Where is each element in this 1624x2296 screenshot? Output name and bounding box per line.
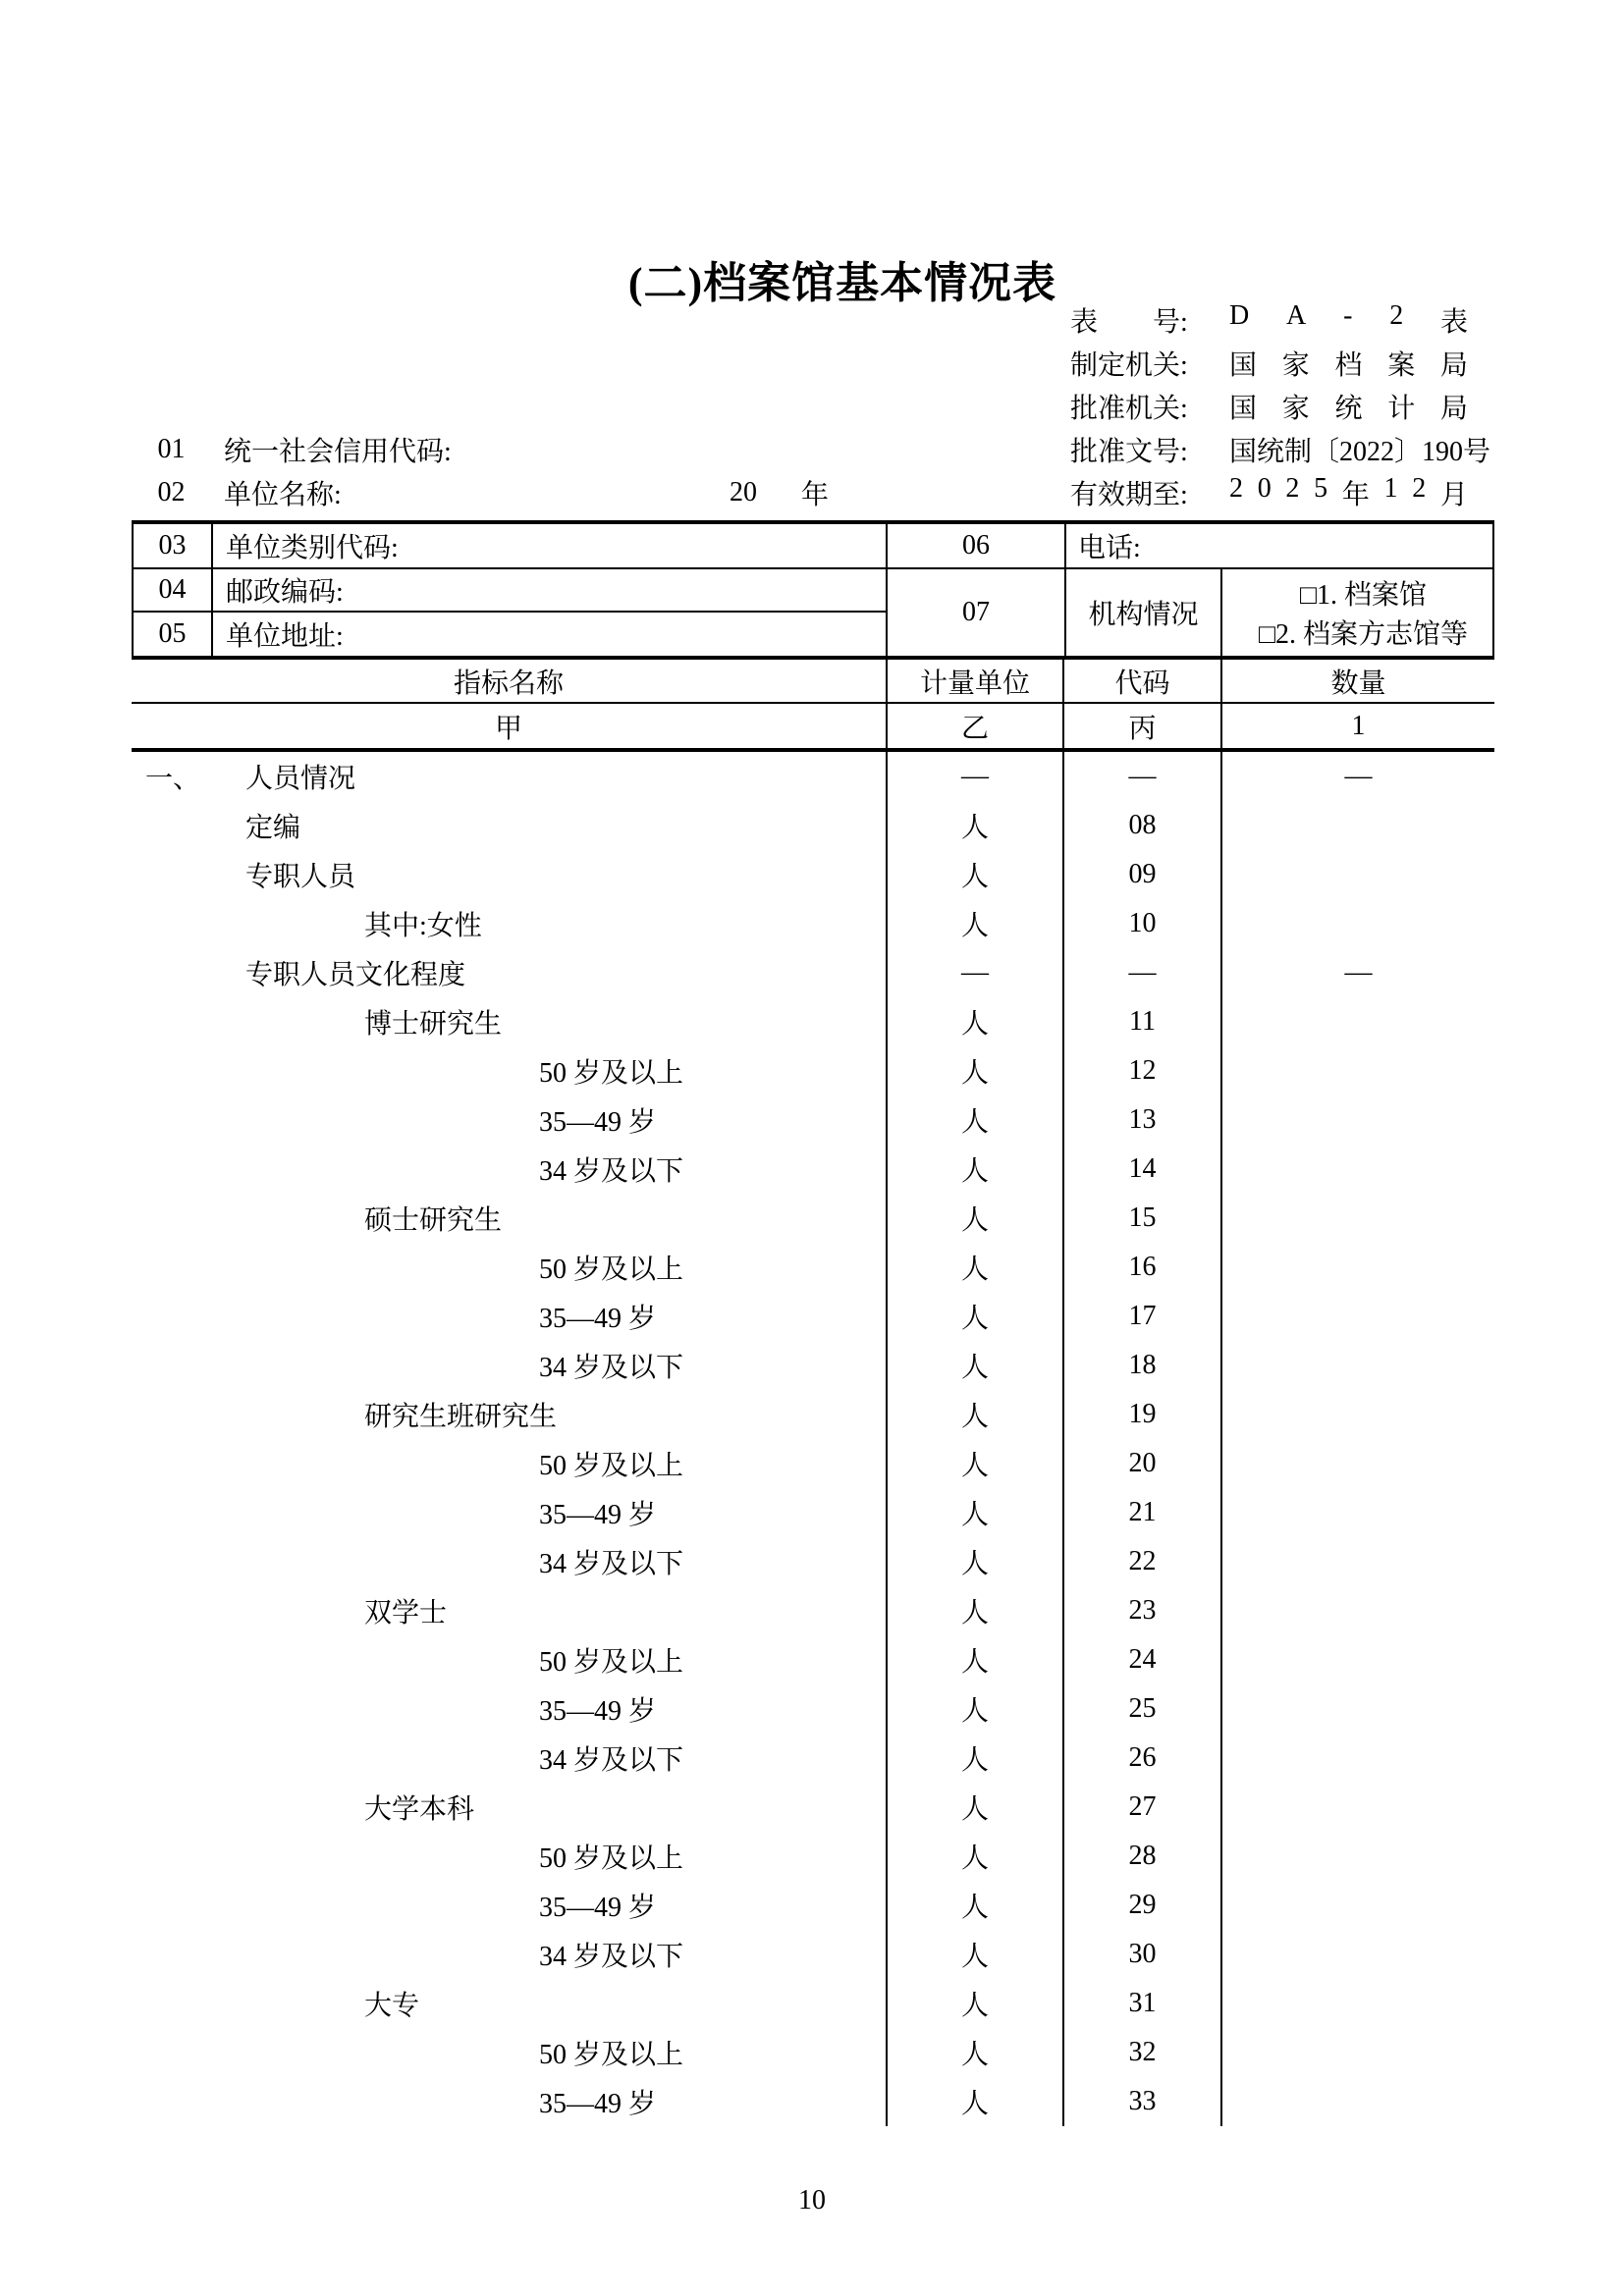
indicator-name-cell	[132, 1586, 886, 1635]
checkbox-option: □1. 档案馆	[1300, 580, 1427, 611]
meta-value-token: 月	[1439, 480, 1468, 510]
indicator-label: 双学士	[364, 1598, 448, 1629]
code-cell: 26	[1128, 1742, 1157, 1773]
meta-value-token: 5	[1314, 473, 1328, 504]
code-cell: 24	[1128, 1644, 1157, 1675]
meta-value-token: -	[1343, 300, 1353, 331]
meta-value	[1194, 387, 1468, 426]
table-row	[132, 1586, 1494, 1635]
quantity-cell	[1220, 1390, 1494, 1439]
header-row	[132, 660, 1494, 704]
quantity-cell	[1220, 899, 1494, 948]
indicator-label: 定编	[245, 813, 301, 843]
code-cell: 23	[1128, 1595, 1157, 1626]
meta-label: 制定机关:	[1070, 350, 1188, 381]
quantity-cell	[1220, 1194, 1494, 1243]
indicator-name-cell	[132, 850, 886, 899]
quantity-cell	[1220, 1341, 1494, 1390]
unit-cell: 人	[886, 1095, 1064, 1145]
meta-value-token: 2	[1229, 473, 1243, 504]
code-cell: 19	[1128, 1399, 1157, 1429]
quantity-cell	[1220, 1832, 1494, 1881]
unit-cell: —	[886, 752, 1064, 801]
quantity-cell: —	[1220, 752, 1494, 801]
indicator-label: 50 岁及以上	[539, 1058, 684, 1089]
indicator-label: 硕士研究生	[364, 1205, 503, 1236]
indicator-name-cell	[132, 801, 886, 850]
cell-org-type-options	[1220, 569, 1492, 656]
table-row	[132, 1046, 1494, 1095]
meta-label: 有效期至:	[1070, 480, 1188, 510]
indicator-name-cell	[132, 2028, 886, 2077]
section-prefix: 一、	[145, 764, 201, 794]
meta-line-issuing-agency	[1070, 342, 1468, 385]
code-cell: 14	[1128, 1153, 1157, 1184]
meta-label: 表 号:	[1070, 307, 1188, 338]
table-row	[132, 899, 1494, 948]
cell-code-06: 06	[886, 524, 1064, 569]
code-cell: 12	[1128, 1055, 1157, 1086]
cell-code-07: 07	[886, 569, 1064, 656]
quantity-cell: —	[1220, 948, 1494, 997]
column-header-unit: 计量单位	[886, 660, 1064, 702]
meta-value-token: 国	[1229, 350, 1258, 381]
indicator-name-cell	[132, 1979, 886, 2028]
quantity-cell	[1220, 1145, 1494, 1194]
meta-value-token: 表	[1439, 307, 1468, 338]
row-number: 03	[134, 524, 213, 567]
table-row	[132, 1783, 1494, 1832]
quantity-cell	[1220, 1586, 1494, 1635]
meta-value-token: 2	[1412, 473, 1427, 504]
code-cell: 22	[1128, 1546, 1157, 1576]
indicator-label: 35—49 岁	[539, 1696, 657, 1727]
indicator-label: 35—49 岁	[539, 2089, 657, 2119]
table-row	[132, 1145, 1494, 1194]
unit-cell: 人	[886, 1341, 1064, 1390]
page-title: (二)档案馆基本情况表	[627, 259, 1057, 307]
code-cell: 27	[1128, 1791, 1157, 1822]
subheader-bing: 丙	[1128, 713, 1157, 744]
quantity-cell	[1220, 2077, 1494, 2126]
unit-cell: 人	[886, 997, 1064, 1046]
quantity-cell	[1220, 1635, 1494, 1684]
unit-cell: 人	[886, 1832, 1064, 1881]
code-cell: 21	[1128, 1497, 1157, 1527]
quantity-cell	[1220, 997, 1494, 1046]
code-cell: 30	[1128, 1939, 1157, 1969]
quantity-cell	[1220, 2028, 1494, 2077]
unit-cell: 人	[886, 1586, 1064, 1635]
quantity-cell	[1220, 1734, 1494, 1783]
indicator-label: 其中:女性	[364, 911, 482, 941]
meta-value-token: 局	[1439, 350, 1468, 381]
unit-cell: 人	[886, 1783, 1064, 1832]
indicator-name-cell	[132, 997, 886, 1046]
indicator-label: 35—49 岁	[539, 1107, 657, 1138]
field-label: 统一社会信用代码:	[224, 437, 452, 467]
code-cell: 13	[1128, 1104, 1157, 1135]
cell-postal-code	[134, 569, 886, 613]
code-cell: —	[1128, 761, 1157, 791]
quantity-cell	[1220, 1930, 1494, 1979]
code-cell: 32	[1128, 2037, 1157, 2067]
unit-cell: 人	[886, 1930, 1064, 1979]
unit-cell: 人	[886, 1881, 1064, 1930]
meta-label: 批准机关:	[1070, 394, 1188, 424]
code-cell: 16	[1128, 1252, 1157, 1282]
indicator-name-cell	[132, 1537, 886, 1586]
unit-cell: 人	[886, 1292, 1064, 1341]
column-header-quantity: 数量	[1220, 660, 1494, 702]
meta-value-token: 国统制〔2022〕190	[1229, 437, 1464, 467]
indicator-name-cell	[132, 1243, 886, 1292]
table-row	[132, 2077, 1494, 2126]
year-prefix: 20	[730, 477, 757, 507]
table-row	[132, 1095, 1494, 1145]
unit-cell: 人	[886, 899, 1064, 948]
indicator-name-cell	[132, 1390, 886, 1439]
table-row	[132, 1635, 1494, 1684]
indicator-name-cell	[132, 1095, 886, 1145]
table-row	[132, 997, 1494, 1046]
meta-value	[1194, 300, 1468, 340]
table-row	[132, 1734, 1494, 1783]
meta-value-token: 1	[1383, 473, 1398, 504]
indicator-name-cell	[132, 899, 886, 948]
meta-value-token: 局	[1439, 394, 1468, 424]
code-cell: 33	[1128, 2086, 1157, 2116]
unit-cell: 人	[886, 2028, 1064, 2077]
indicator-name-cell	[132, 1488, 886, 1537]
page-number: 10	[798, 2185, 826, 2216]
meta-value-token: 家	[1281, 394, 1310, 424]
unit-cell: 人	[886, 1194, 1064, 1243]
row-number: 05	[134, 613, 213, 656]
unit-cell: 人	[886, 1537, 1064, 1586]
meta-value-token: 号	[1463, 437, 1491, 467]
column-header-indicator: 指标名称	[453, 667, 564, 699]
row-number: 04	[134, 569, 213, 611]
indicator-label: 博士研究生	[364, 1009, 503, 1040]
year-character: 年	[801, 480, 830, 510]
indicator-name-cell	[132, 1881, 886, 1930]
code-cell: 15	[1128, 1202, 1157, 1233]
unit-cell: 人	[886, 1243, 1064, 1292]
meta-value-token: 年	[1341, 480, 1370, 510]
checkbox-option: □2. 档案方志馆等	[1259, 619, 1468, 650]
field-label: 邮政编码:	[226, 577, 344, 608]
unit-cell: 人	[886, 1488, 1064, 1537]
unit-cell: 人	[886, 1635, 1064, 1684]
quantity-cell	[1220, 801, 1494, 850]
code-cell: 31	[1128, 1988, 1157, 2018]
meta-value-token: 档	[1334, 350, 1363, 381]
row-number: 01	[157, 434, 186, 464]
meta-value-token: 家	[1281, 350, 1310, 381]
meta-value-token: 案	[1387, 350, 1416, 381]
meta-value-token: 0	[1257, 473, 1272, 504]
indicator-label: 50 岁及以上	[539, 1647, 684, 1678]
subheader-one: 1	[1220, 704, 1494, 748]
meta-value-token: A	[1286, 300, 1307, 331]
indicator-name-cell	[132, 1439, 886, 1488]
indicator-name-cell	[132, 1292, 886, 1341]
indicator-label: 大学本科	[364, 1794, 475, 1825]
unit-cell: 人	[886, 1390, 1064, 1439]
quantity-cell	[1220, 1684, 1494, 1734]
indicator-name-cell	[132, 1341, 886, 1390]
code-cell: 20	[1128, 1448, 1157, 1478]
indicator-name-cell	[132, 1832, 886, 1881]
indicator-label: 34 岁及以下	[539, 1745, 684, 1776]
quantity-cell	[1220, 1783, 1494, 1832]
indicator-label: 50 岁及以上	[539, 1255, 684, 1285]
indicator-label: 人员情况	[245, 764, 356, 794]
indicator-label: 34 岁及以下	[539, 1353, 684, 1383]
code-cell: 09	[1128, 859, 1157, 889]
code-cell: 11	[1129, 1006, 1156, 1037]
code-cell: 25	[1128, 1693, 1157, 1724]
table-row	[132, 1194, 1494, 1243]
table-row	[132, 1243, 1494, 1292]
indicator-name-cell	[132, 1930, 886, 1979]
indicator-name-cell	[132, 1046, 886, 1095]
unit-cell: —	[886, 948, 1064, 997]
subheader-yi: 乙	[886, 704, 1064, 748]
indicator-name-cell	[132, 1194, 886, 1243]
code-cell: 18	[1128, 1350, 1157, 1380]
row-number: 02	[157, 477, 186, 507]
meta-value-token: 计	[1387, 394, 1416, 424]
indicator-name-cell	[132, 1783, 886, 1832]
meta-line-approving-agency	[1070, 385, 1468, 428]
table-row	[132, 850, 1494, 899]
indicator-name-cell	[132, 948, 886, 997]
field-row-unit-name	[132, 471, 1494, 514]
indicator-label: 50 岁及以上	[539, 1843, 684, 1874]
unit-cell: 人	[886, 1979, 1064, 2028]
code-cell: 17	[1128, 1301, 1157, 1331]
table-row	[132, 1488, 1494, 1537]
indicator-label: 35—49 岁	[539, 1304, 657, 1334]
indicator-label: 34 岁及以下	[539, 1156, 684, 1187]
table-row	[132, 948, 1494, 997]
meta-value-token: 国	[1229, 394, 1258, 424]
code-cell: —	[1128, 957, 1157, 988]
quantity-cell	[1220, 1243, 1494, 1292]
unit-cell: 人	[886, 801, 1064, 850]
indicator-name-cell	[132, 1635, 886, 1684]
indicator-label: 专职人员	[245, 862, 356, 892]
meta-value-token: 2	[1389, 300, 1404, 331]
quantity-cell	[1220, 1439, 1494, 1488]
code-cell: 10	[1128, 908, 1157, 938]
meta-line-form-number	[1070, 298, 1468, 342]
unit-cell: 人	[886, 1684, 1064, 1734]
indicator-label: 34 岁及以下	[539, 1942, 684, 1972]
table-row	[132, 1832, 1494, 1881]
unit-cell: 人	[886, 1734, 1064, 1783]
table-row	[132, 801, 1494, 850]
cell-phone: 电话:	[1064, 524, 1492, 569]
indicator-name-cell	[132, 1734, 886, 1783]
indicator-name-cell	[132, 1145, 886, 1194]
indicator-label: 专职人员文化程度	[245, 960, 466, 990]
indicator-name-cell	[132, 2077, 886, 2126]
cell-unit-category	[134, 524, 886, 569]
field-label: 单位名称:	[224, 480, 342, 510]
indicator-table-body	[132, 752, 1494, 2126]
indicator-name-cell	[132, 1684, 886, 1734]
quantity-cell	[1220, 1095, 1494, 1145]
quantity-cell	[1220, 1537, 1494, 1586]
meta-value-token: 2	[1285, 473, 1300, 504]
field-label: 单位地址:	[226, 621, 344, 652]
unit-cell: 人	[886, 1046, 1064, 1095]
code-cell: 08	[1128, 810, 1157, 840]
meta-value-token: D	[1229, 300, 1250, 331]
meta-value-token: 统	[1334, 394, 1363, 424]
table-row	[132, 1439, 1494, 1488]
indicator-label: 34 岁及以下	[539, 1549, 684, 1579]
table-row	[132, 1684, 1494, 1734]
code-cell: 29	[1128, 1890, 1157, 1920]
table-row	[132, 1979, 1494, 2028]
table-row	[132, 752, 1494, 801]
subheader-jia: 甲	[494, 713, 522, 744]
meta-value	[1194, 344, 1468, 383]
table-row	[132, 2028, 1494, 2077]
field-label: 单位类别代码:	[226, 533, 399, 563]
table-row	[132, 1292, 1494, 1341]
unit-cell: 人	[886, 1439, 1064, 1488]
table-row	[132, 1881, 1494, 1930]
unit-cell: 人	[886, 1145, 1064, 1194]
quantity-cell	[1220, 1292, 1494, 1341]
unit-cell: 人	[886, 850, 1064, 899]
quantity-cell	[1220, 1046, 1494, 1095]
indicator-label: 35—49 岁	[539, 1893, 657, 1923]
quantity-cell	[1220, 1488, 1494, 1537]
indicator-label: 50 岁及以上	[539, 2040, 684, 2070]
indicator-label: 35—49 岁	[539, 1500, 657, 1530]
indicator-label: 大专	[364, 1991, 420, 2021]
cell-org-type-label: 机构情况	[1064, 569, 1220, 656]
table-row	[132, 1537, 1494, 1586]
header-subrow	[132, 704, 1494, 748]
field-row-credit-code	[132, 428, 1494, 471]
column-header-code: 代码	[1114, 667, 1170, 699]
code-cell: 28	[1128, 1841, 1157, 1871]
indicator-name-cell	[132, 752, 886, 801]
indicator-table-header	[132, 660, 1494, 752]
indicator-label: 50 岁及以上	[539, 1451, 684, 1481]
cell-unit-address	[134, 613, 886, 656]
unit-cell: 人	[886, 2077, 1064, 2126]
table-row	[132, 1930, 1494, 1979]
quantity-cell	[1220, 850, 1494, 899]
meta-label: 批准文号:	[1070, 437, 1188, 467]
unit-info-table	[132, 520, 1494, 660]
indicator-label: 研究生班研究生	[364, 1402, 558, 1432]
quantity-cell	[1220, 1881, 1494, 1930]
table-row	[132, 1341, 1494, 1390]
table-row	[132, 1390, 1494, 1439]
quantity-cell	[1220, 1979, 1494, 2028]
